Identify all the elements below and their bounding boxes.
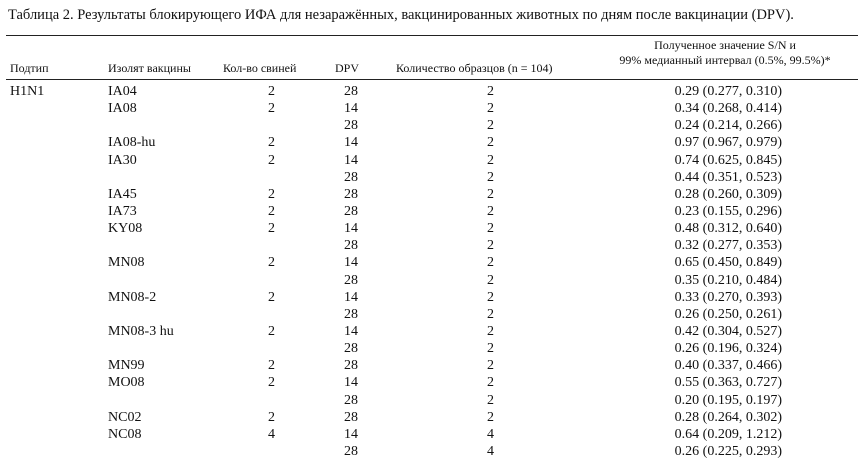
cell-pig-count: 2 (268, 409, 275, 425)
cell-sample-count: 2 (487, 255, 494, 271)
cell-dpv: 28 (344, 409, 358, 425)
cell-sn-value: 0.33 (0.270, 0.393) (674, 289, 782, 305)
cell-dpv: 28 (344, 84, 358, 99)
cell-sample-count: 2 (487, 84, 494, 99)
table-row (0, 153, 864, 170)
cell-dpv: 14 (344, 101, 358, 117)
cell-sample-count: 2 (487, 135, 494, 151)
cell-pig-count: 2 (268, 203, 275, 219)
table-row (0, 427, 864, 444)
cell-isolate: MN99 (108, 358, 145, 374)
header-sn-line1: Полученное значение S/N и (654, 38, 796, 52)
cell-dpv: 14 (344, 426, 358, 442)
cell-pig-count: 2 (268, 84, 275, 99)
table-row (0, 393, 864, 410)
cell-sample-count: 2 (487, 341, 494, 357)
header-sample-count: Количество образцов (n = 104) (396, 61, 553, 75)
cell-sn-value: 0.55 (0.363, 0.727) (674, 375, 782, 391)
table-row (0, 273, 864, 290)
table-row (0, 444, 864, 461)
cell-pig-count: 2 (268, 101, 275, 117)
header-isolate: Изолят вакцины (108, 61, 191, 75)
cell-sn-value: 0.32 (0.277, 0.353) (674, 238, 782, 254)
cell-sn-value: 0.97 (0.967, 0.979) (674, 135, 782, 151)
cell-dpv: 28 (344, 341, 358, 357)
cell-dpv: 14 (344, 152, 358, 168)
table-row (0, 221, 864, 238)
cell-dpv: 28 (344, 203, 358, 219)
cell-sn-value: 0.34 (0.268, 0.414) (674, 101, 782, 117)
cell-sn-value: 0.24 (0.214, 0.266) (674, 118, 782, 134)
cell-isolate: IA73 (108, 203, 137, 219)
cell-dpv: 28 (344, 306, 358, 322)
cell-dpv: 14 (344, 323, 358, 339)
cell-sample-count: 4 (487, 443, 494, 459)
cell-pig-count: 2 (268, 375, 275, 391)
cell-sn-value: 0.28 (0.264, 0.302) (674, 409, 782, 425)
table-row (0, 101, 864, 118)
cell-sn-value: 0.29 (0.277, 0.310) (674, 84, 782, 99)
table-row (0, 118, 864, 135)
table-row (0, 324, 864, 341)
cell-sample-count: 2 (487, 238, 494, 254)
cell-sn-value: 0.23 (0.155, 0.296) (674, 203, 782, 219)
cell-sn-value: 0.26 (0.250, 0.261) (674, 306, 782, 322)
cell-dpv: 14 (344, 135, 358, 151)
cell-pig-count: 2 (268, 221, 275, 237)
cell-pig-count: 2 (268, 186, 275, 202)
cell-sn-value: 0.42 (0.304, 0.527) (674, 323, 782, 339)
cell-sample-count: 2 (487, 101, 494, 117)
cell-subtype: H1N1 (10, 84, 45, 99)
header-sn-line2: 99% медианный интервал (0.5%, 99.5%)* (619, 53, 831, 67)
cell-isolate: NC08 (108, 426, 142, 442)
table-caption: Таблица 2. Результаты блокирующего ИФА для незаражённых, вакцинированных животных по дням после вакцинации (DPV). (8, 7, 794, 23)
cell-pig-count: 2 (268, 152, 275, 168)
table-row (0, 410, 864, 427)
cell-sample-count: 2 (487, 409, 494, 425)
cell-sample-count: 2 (487, 203, 494, 219)
cell-dpv: 14 (344, 289, 358, 305)
cell-isolate: MN08-3 hu (108, 323, 174, 339)
cell-isolate: IA45 (108, 186, 137, 202)
cell-pig-count: 2 (268, 289, 275, 305)
cell-sample-count: 2 (487, 152, 494, 168)
cell-dpv: 14 (344, 221, 358, 237)
cell-isolate: IA08-hu (108, 135, 156, 151)
cell-isolate: MN08 (108, 255, 145, 271)
table-row (0, 307, 864, 324)
table-row (0, 358, 864, 375)
cell-pig-count: 2 (268, 323, 275, 339)
cell-sample-count: 2 (487, 358, 494, 374)
cell-sn-value: 0.28 (0.260, 0.309) (674, 186, 782, 202)
table-row (0, 84, 864, 101)
cell-isolate: MO08 (108, 375, 145, 391)
cell-dpv: 28 (344, 358, 358, 374)
table-row (0, 290, 864, 307)
cell-sample-count: 2 (487, 221, 494, 237)
cell-sample-count: 2 (487, 392, 494, 408)
cell-sn-value: 0.74 (0.625, 0.845) (674, 152, 782, 168)
table-top-rule (6, 35, 858, 36)
cell-sample-count: 2 (487, 272, 494, 288)
cell-isolate: KY08 (108, 221, 143, 237)
cell-sn-value: 0.48 (0.312, 0.640) (674, 221, 782, 237)
cell-dpv: 28 (344, 392, 358, 408)
table-row (0, 135, 864, 152)
table-row (0, 375, 864, 392)
cell-isolate: IA30 (108, 152, 137, 168)
table-body (0, 84, 864, 461)
cell-sample-count: 2 (487, 375, 494, 391)
header-dpv: DPV (335, 61, 360, 75)
cell-dpv: 14 (344, 375, 358, 391)
cell-pig-count: 2 (268, 255, 275, 271)
table-header-rule (6, 79, 858, 80)
cell-sn-value: 0.26 (0.196, 0.324) (674, 341, 782, 357)
header-subtype: Подтип (10, 61, 49, 75)
cell-isolate: NC02 (108, 409, 142, 425)
cell-dpv: 28 (344, 238, 358, 254)
table-row (0, 204, 864, 221)
cell-dpv: 28 (344, 443, 358, 459)
table-row (0, 341, 864, 358)
cell-sample-count: 2 (487, 289, 494, 305)
cell-pig-count: 2 (268, 358, 275, 374)
cell-sn-value: 0.65 (0.450, 0.849) (674, 255, 782, 271)
table-row (0, 187, 864, 204)
cell-sn-value: 0.44 (0.351, 0.523) (674, 169, 782, 185)
cell-sample-count: 2 (487, 169, 494, 185)
cell-isolate: IA04 (108, 84, 137, 99)
cell-dpv: 28 (344, 186, 358, 202)
cell-sn-value: 0.35 (0.210, 0.484) (674, 272, 782, 288)
cell-dpv: 28 (344, 272, 358, 288)
cell-sample-count: 2 (487, 323, 494, 339)
cell-pig-count: 4 (268, 426, 275, 442)
cell-isolate: IA08 (108, 101, 137, 117)
cell-sn-value: 0.40 (0.337, 0.466) (674, 358, 782, 374)
cell-sn-value: 0.64 (0.209, 1.212) (674, 426, 782, 442)
header-pig-count: Кол-во свиней (223, 61, 297, 75)
cell-pig-count: 2 (268, 135, 275, 151)
cell-sample-count: 2 (487, 306, 494, 322)
cell-sn-value: 0.20 (0.195, 0.197) (674, 392, 782, 408)
table-row (0, 255, 864, 272)
table-row (0, 170, 864, 187)
cell-sample-count: 2 (487, 118, 494, 134)
cell-sn-value: 0.26 (0.225, 0.293) (674, 443, 782, 459)
cell-dpv: 28 (344, 169, 358, 185)
cell-isolate: MN08-2 (108, 289, 157, 305)
cell-sample-count: 2 (487, 186, 494, 202)
cell-dpv: 28 (344, 118, 358, 134)
cell-sample-count: 4 (487, 426, 494, 442)
cell-dpv: 14 (344, 255, 358, 271)
table-row (0, 238, 864, 255)
